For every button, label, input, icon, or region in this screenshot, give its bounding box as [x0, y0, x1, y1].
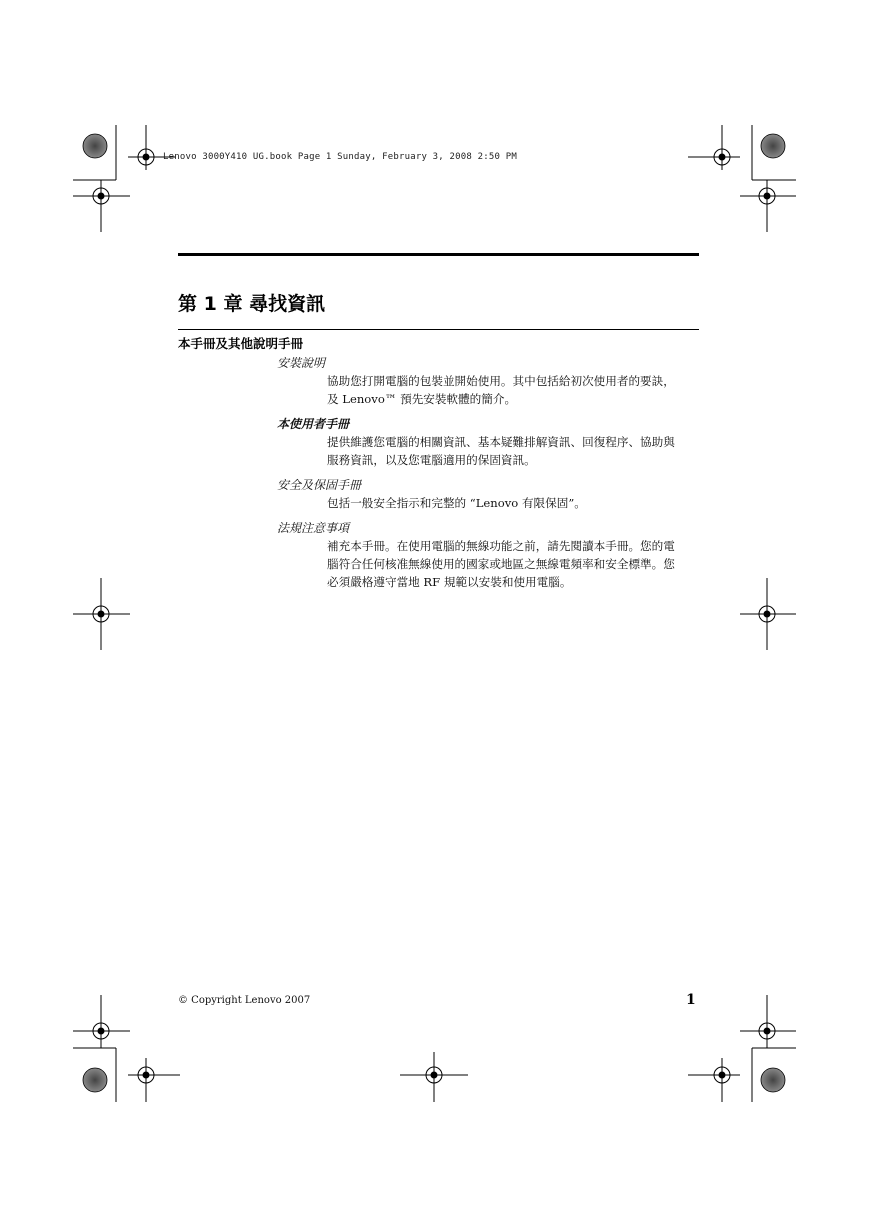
- print-slug: Lenovo 3000Y410 UG.book Page 1 Sunday, February 3, 2008 2:50 PM: [163, 152, 517, 162]
- manual-item-description: [327, 433, 702, 469]
- manual-list: [277, 354, 702, 598]
- description-line: 必須嚴格遵守當地 RF 規範以安裝和使用電腦。: [327, 575, 572, 589]
- manual-item-term: 法規注意事項: [277, 521, 350, 535]
- section-rule: [178, 329, 699, 330]
- description-line: 及 Lenovo™ 預先安裝軟體的簡介。: [327, 392, 517, 406]
- color-target-bottom-right: [761, 1068, 785, 1092]
- manual-item-term: 本使用者手冊: [277, 417, 350, 431]
- manual-item-setup: [277, 354, 702, 408]
- description-line: 提供維護您電腦的相關資訊、基本疑難排解資訊、回復程序、協助與: [327, 435, 675, 449]
- color-target-top-right: [761, 134, 785, 158]
- manual-item-regulatory: [277, 519, 702, 591]
- page-number: 1: [686, 992, 696, 1008]
- manual-item-safety-warranty: [277, 476, 702, 512]
- description-line: 腦符合任何核准無線使用的國家或地區之無線電頻率和安全標準。您: [327, 557, 675, 571]
- chapter-rule: [178, 253, 699, 256]
- chapter-title: 第 1 章 尋找資訊: [178, 293, 326, 315]
- color-target-bottom-left: [83, 1068, 107, 1092]
- manual-item-term: 安裝說明: [277, 356, 326, 370]
- footer-copyright: © Copyright Lenovo 2007: [178, 995, 311, 1006]
- manual-item-description: [327, 372, 702, 408]
- manual-item-description: [327, 494, 702, 512]
- description-line: 補充本手冊。在使用電腦的無線功能之前，請先閱讀本手冊。您的電: [327, 539, 675, 553]
- manual-item-term: 安全及保固手冊: [277, 478, 362, 492]
- color-target-top-left: [83, 134, 107, 158]
- section-title: 本手冊及其他說明手冊: [178, 336, 304, 351]
- description-line: 包括一般安全指示和完整的 “Lenovo 有限保固”。: [327, 496, 586, 510]
- manual-item-user-guide: [277, 415, 702, 469]
- manual-item-description: [327, 537, 702, 591]
- description-line: 服務資訊，以及您電腦適用的保固資訊。: [327, 453, 536, 467]
- description-line: 協助您打開電腦的包裝並開始使用。其中包括給初次使用者的要訣，: [327, 374, 675, 388]
